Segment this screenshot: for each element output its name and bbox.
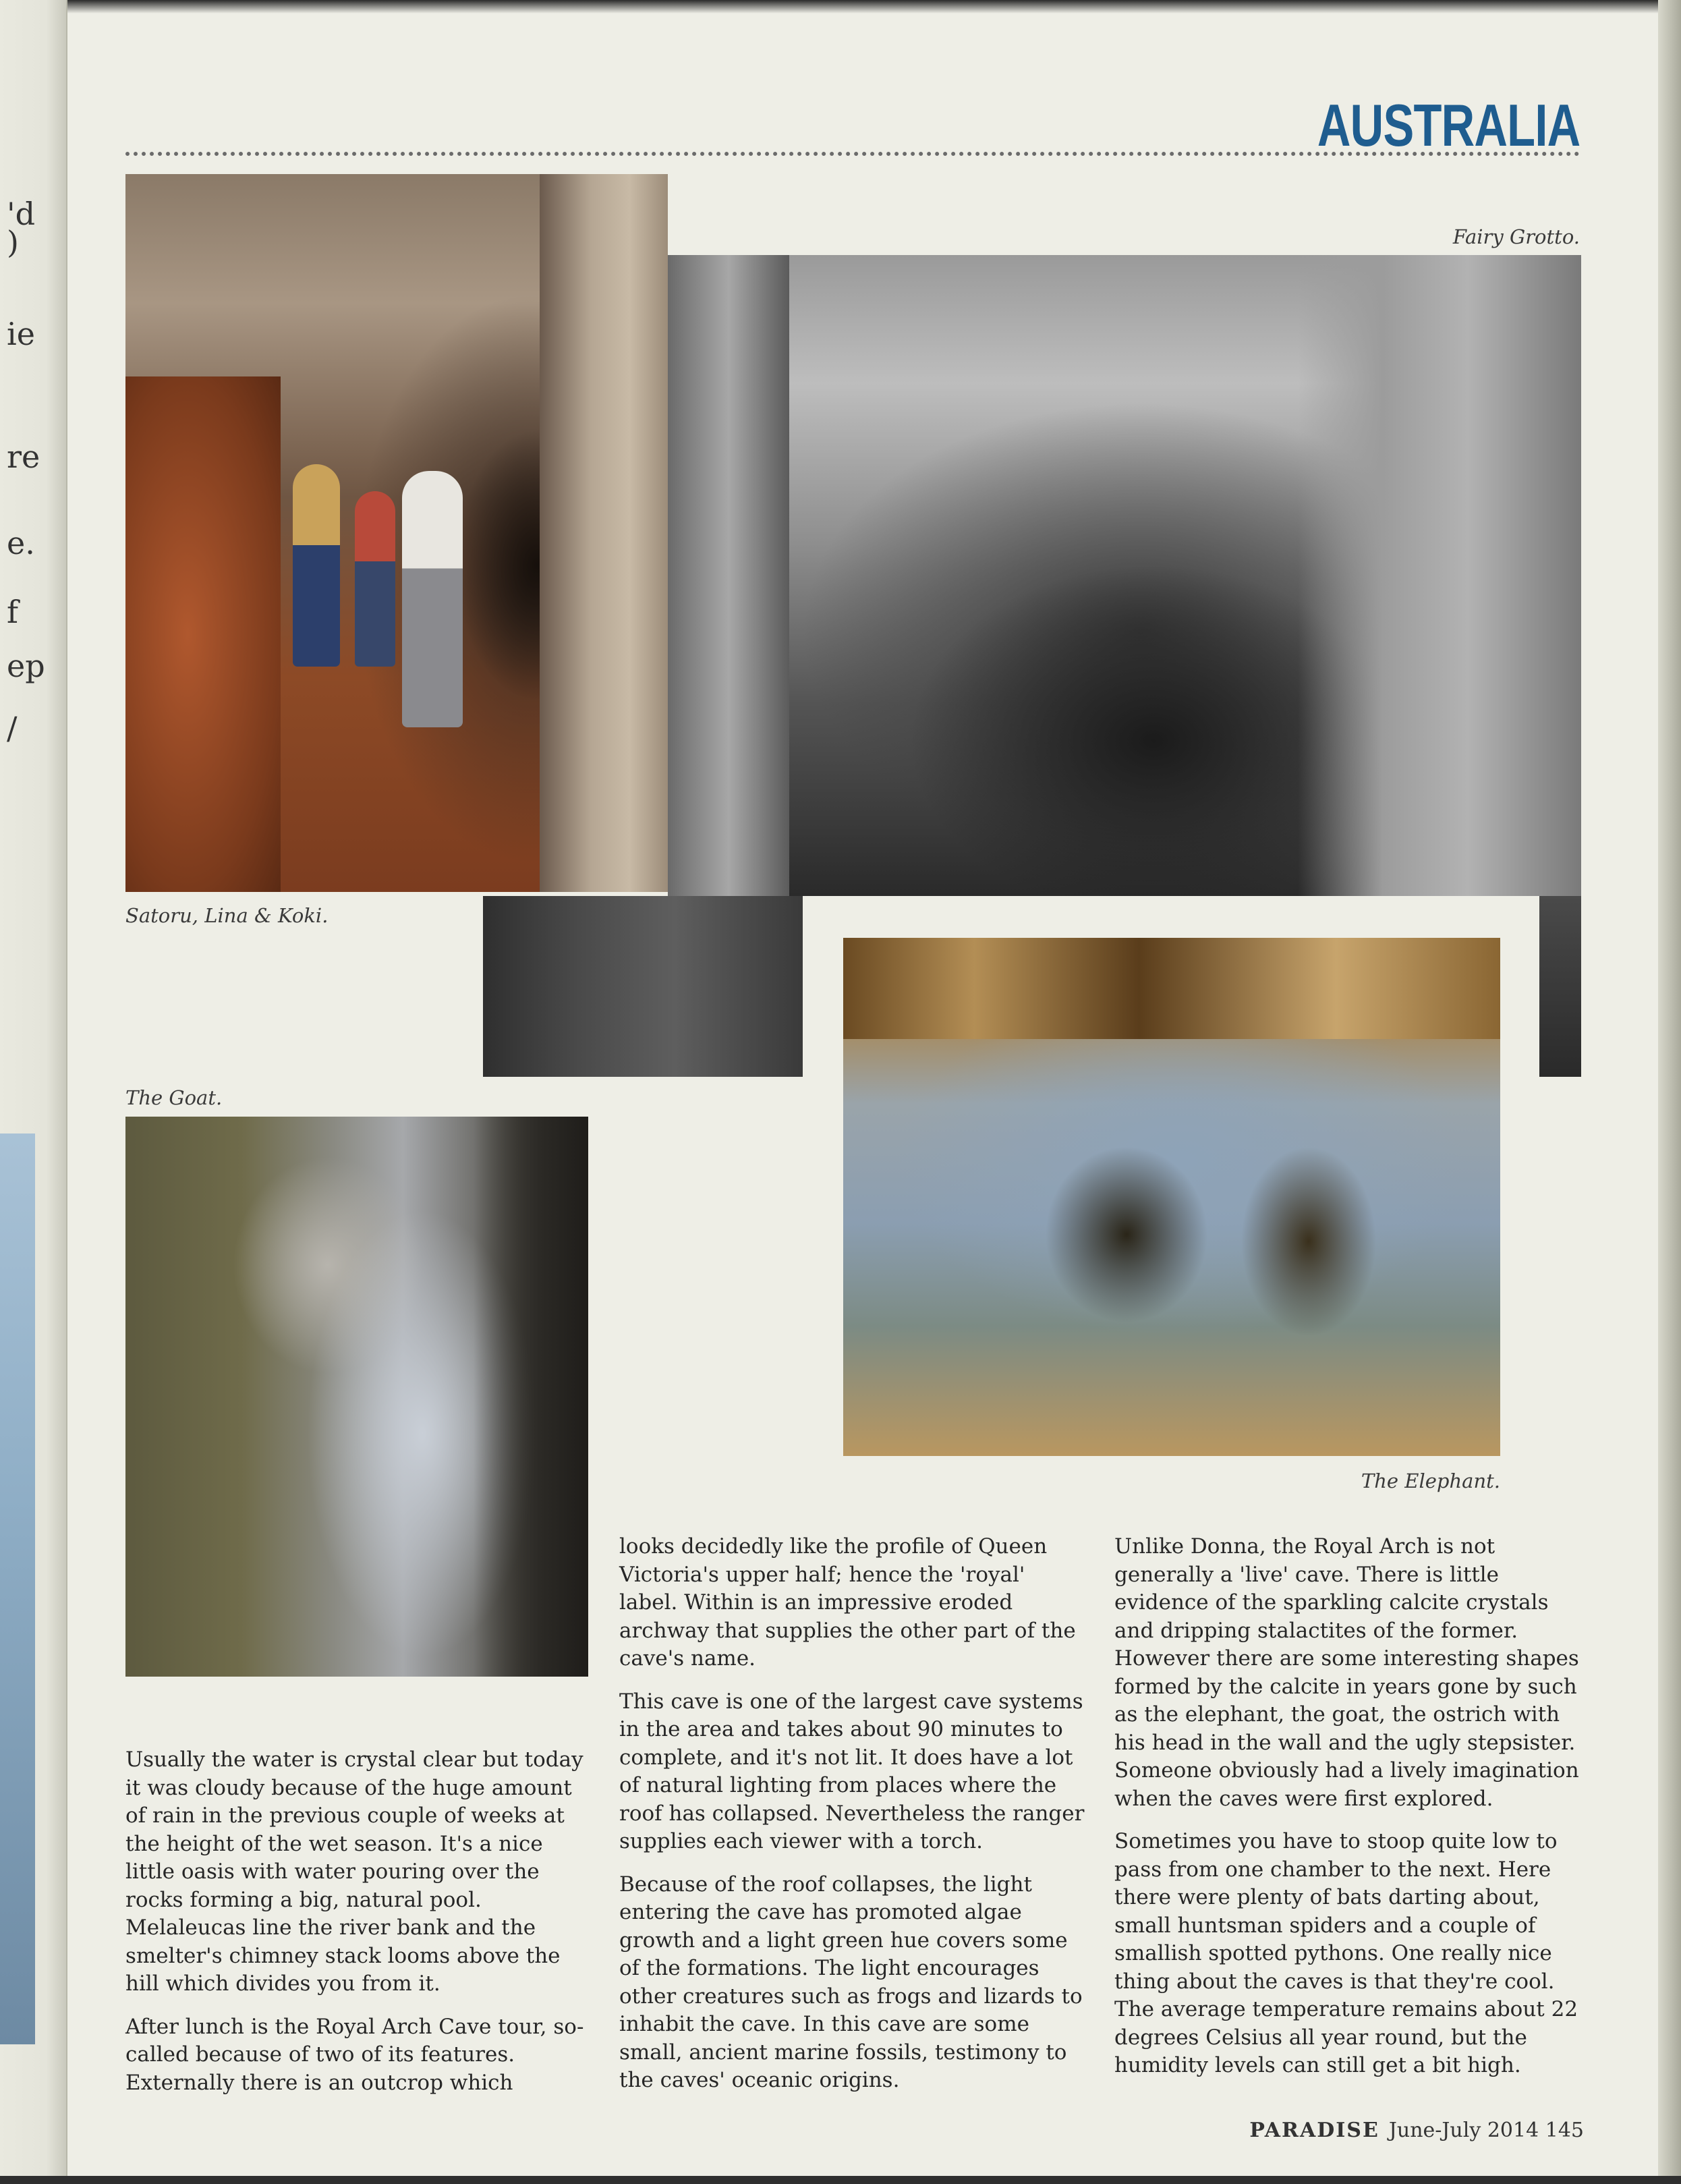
photo-goat [125,1117,588,1677]
previous-page-edge [0,0,67,2184]
page-number: 145 [1545,2119,1584,2142]
paragraph: Sometimes you have to stoop quite low to pass from one chamber to the next. Here there were plenty of bats darting about, small huntsman spiders and a couple of smallish spotted pythons. One really nice thing about the caves is that they're cool. The average temperature remains about 22 degrees Celsius all year round, but the humidity levels can still get a bit high. [1114,1829,1578,2077]
paragraph: This cave is one of the largest cave systems in the area and takes about 90 minutes to complete, and it's not lit. It does have a lot of natural lighting from places where the roof has collapsed. Nevertheless the ranger supplies each viewer with a torch. [619,1689,1085,1853]
text-column-1 [125,1746,591,2112]
caption-satoru-lina-koki: Satoru, Lina & Koki. [125,904,329,927]
page-footer [1249,2119,1584,2142]
previous-page-text-fragment: ep [7,648,45,684]
issue-date: June-July 2014 [1388,2119,1539,2142]
previous-page-text-fragment: e. [7,525,35,561]
scan-bottom-edge [0,2176,1681,2184]
caption-fairy-grotto: Fairy Grotto. [1452,225,1580,248]
paragraph: Unlike Donna, the Royal Arch is not generally a 'live' cave. There is little evidence of the sparkling calcite crystals and dripping stalactites of the former. However there are some interesting shapes formed by the calcite in years gone by such as the elephant, the goat, the ostrich with his head in the wall and the ugly stepsister. Someone obviously had a lively imagination when the caves were first explored. [1114,1534,1579,1811]
paragraph: Because of the roof collapses, the light entering the cave has promoted algae growth and a light green hue covers some of the formations. The light encourages other creatures such as frogs and lizards to inhabit the cave. In this cave are some small, ancient marine fossils, testimony to the caves' oceanic origins. [619,1872,1083,2092]
magazine-name: PARADISE [1249,2119,1379,2142]
dotted-rule [125,152,1580,156]
photo-fairy-grotto [668,255,1581,896]
caption-goat: The Goat. [125,1086,223,1109]
section-title: AUSTRALIA [1317,92,1580,159]
paragraph: looks decidedly like the profile of Queen Victoria's upper half; hence the 'royal' label. Within is an impressive eroded archway that supplies the other part of the cave's name. [619,1534,1076,1671]
scan-right-edge [1658,0,1681,2184]
photo-fairy-grotto-lower-right [1539,896,1581,1077]
photo-satoru-lina-koki [125,174,668,892]
previous-page-text-fragment: f [7,594,19,630]
previous-page-photo-fragment [0,1133,35,2044]
scan-top-shadow [0,0,1681,13]
text-column-2 [619,1533,1085,2110]
photo-fairy-grotto-lower [483,896,803,1077]
previous-page-text-fragment: ie [7,316,35,352]
previous-page-text-fragment: re [7,439,40,475]
previous-page-text-fragment: 'd [7,196,36,232]
text-column-3 [1114,1533,1580,2095]
paragraph: Usually the water is crystal clear but today it was cloudy because of the huge amount of rain in the previous couple of weeks at the height of the wet season. It's a nice little oasis with water pouring over the rocks forming a big, natural pool. Melaleucas line the river bank and the smelter's chimney stack looms above the hill which divides you from it. [125,1747,583,1996]
previous-page-text-fragment: / [7,710,18,746]
paragraph: After lunch is the Royal Arch Cave tour, so-called because of two of its features. Externally there is an outcrop which [125,2014,584,2095]
caption-elephant: The Elephant. [1361,1469,1500,1492]
previous-page-text-fragment: ) [7,224,19,260]
photo-elephant [843,938,1500,1456]
